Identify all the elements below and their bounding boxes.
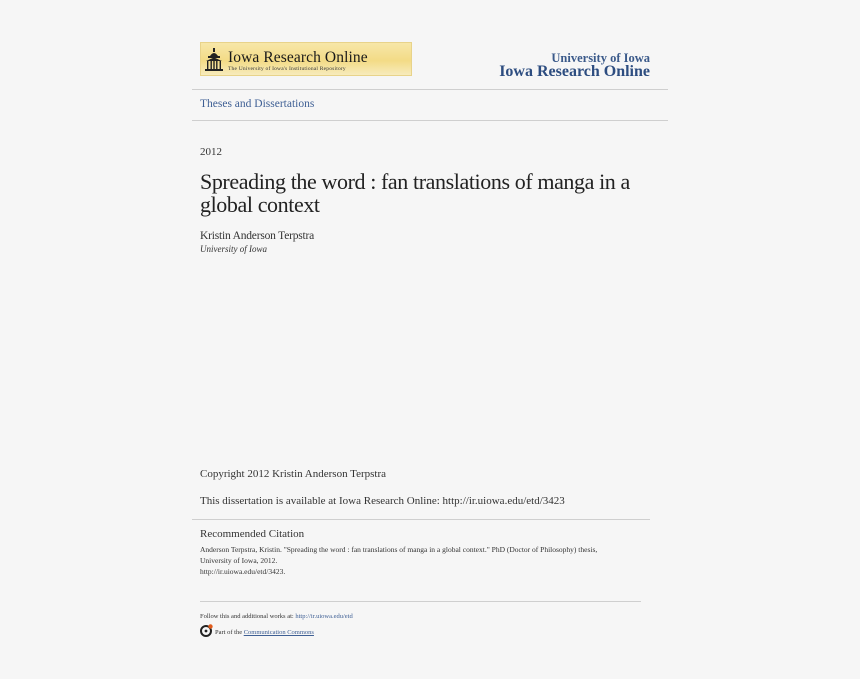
footer-divider (200, 601, 641, 602)
header-divider (192, 89, 668, 90)
citation-text (200, 544, 650, 577)
publication-year: 2012 (200, 146, 222, 158)
communication-commons-link[interactable]: Communication Commons (243, 629, 314, 636)
availability-statement: This dissertation is available at Iowa Research Online: http://ir.uiowa.edu/etd/3423 (200, 495, 565, 507)
follow-link[interactable]: http://ir.uiowa.edu/etd (295, 613, 353, 620)
copyright-notice: Copyright 2012 Kristin Anderson Terpstra (200, 468, 387, 480)
part-of-line (215, 629, 314, 636)
series-divider (192, 120, 668, 121)
citation-line-3: http://ir.uiowa.edu/etd/3423. (200, 567, 286, 576)
commons-network-icon (200, 624, 213, 637)
logo-title: Iowa Research Online (228, 49, 368, 66)
series-link[interactable]: Theses and Dissertations (200, 98, 315, 110)
author-affiliation: University of Iowa (200, 244, 267, 254)
follow-line (200, 613, 353, 620)
citation-divider (192, 519, 650, 520)
university-name[interactable]: University of Iowa (551, 51, 650, 65)
follow-prefix: Follow this and additional works at: (200, 613, 296, 620)
author-name: Kristin Anderson Terpstra (200, 230, 315, 242)
partof-prefix: Part of the (215, 629, 244, 636)
old-capitol-building-icon (205, 48, 223, 72)
document-title: Spreading the word : fan translations of manga in a global context (200, 169, 630, 217)
citation-line-2: University of Iowa, 2012. (200, 556, 278, 565)
logo-subtitle: The University of Iowa's Institutional Repository (228, 66, 346, 72)
citation-line-1: Anderson Terpstra, Kristin. "Spreading the word : fan translations of manga in a global context." PhD (Doctor of Philosophy) thesis, (200, 545, 598, 554)
iowa-research-online-logo[interactable] (200, 42, 412, 76)
citation-heading: Recommended Citation (200, 528, 305, 540)
repository-name[interactable]: Iowa Research Online (499, 63, 650, 80)
